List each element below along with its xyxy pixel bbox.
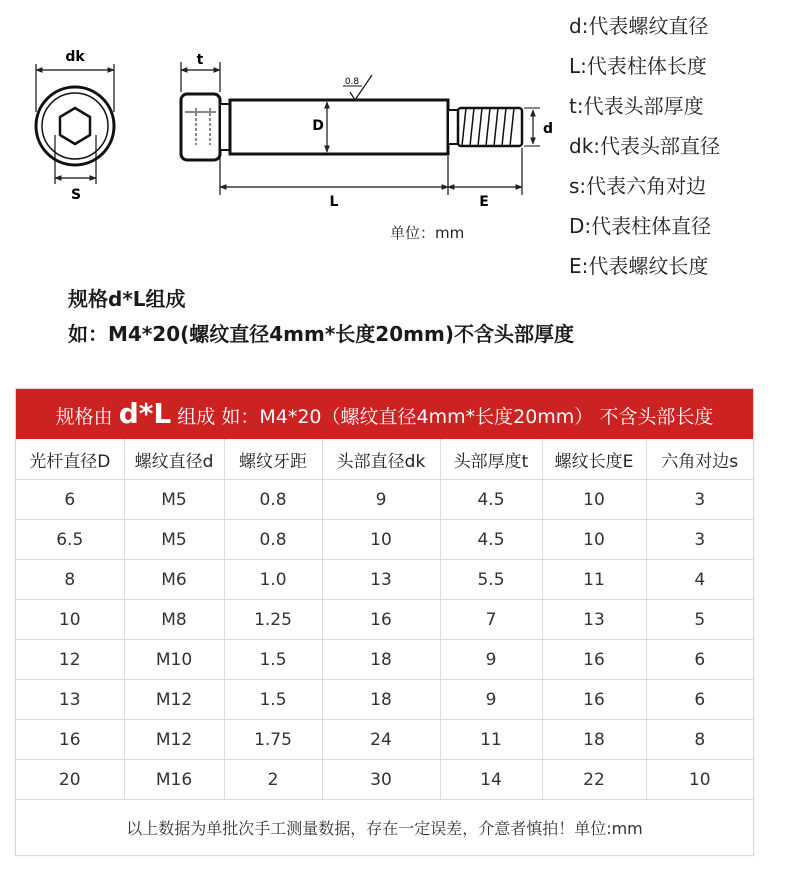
header-cell: 光杆直径D (16, 439, 124, 480)
table-cell: 11 (542, 560, 646, 600)
legend-item: t:代表头部厚度 (569, 94, 704, 118)
table-cell: 1.0 (224, 560, 322, 600)
table-cell: 1.25 (224, 600, 322, 640)
table-cell: 14 (440, 760, 542, 800)
table-row (16, 520, 753, 560)
table-row (16, 480, 753, 520)
table-footer-note: 以上数据为单批次手工测量数据，存在一定误差，介意者慎拍！单位:mm (126, 819, 643, 838)
s-label: S (70, 187, 82, 203)
table-cell: M12 (124, 720, 224, 760)
L-label: L (329, 194, 339, 210)
table-cell: 1.75 (224, 720, 322, 760)
banner-big: d*L (118, 397, 172, 430)
header-cell: 头部厚度t (440, 439, 542, 480)
table-cell: 30 (322, 760, 440, 800)
roughness-label: 0.8 (344, 77, 360, 87)
table-cell: 4.5 (440, 480, 542, 520)
table-cell: 10 (16, 600, 124, 640)
table-cell: 9 (440, 640, 542, 680)
table-cell: 6 (646, 640, 753, 680)
table-cell: 11 (440, 720, 542, 760)
table-cell: 16 (542, 640, 646, 680)
screw-drawing (0, 0, 560, 270)
table-cell: 13 (16, 680, 124, 720)
table-header-row (16, 439, 753, 480)
table-cell: 13 (542, 600, 646, 640)
unit-note: 单位：mm (390, 224, 465, 242)
table-cell: 3 (646, 480, 753, 520)
table-cell: 0.8 (224, 520, 322, 560)
d-label: d (542, 121, 554, 137)
header-cell: 螺纹直径d (124, 439, 224, 480)
header-cell: 六角对边s (646, 439, 753, 480)
table-cell: 4.5 (440, 520, 542, 560)
legend-item: D:代表柱体直径 (569, 214, 712, 238)
table-row (16, 760, 753, 800)
spec-title: 规格d*L组成 (68, 287, 186, 311)
banner-suffix: 组成 如：M4*20（螺纹直径4mm*长度20mm） 不含头部长度 (177, 406, 714, 428)
table-cell: 22 (542, 760, 646, 800)
table-body (16, 480, 753, 800)
table-banner (16, 389, 753, 439)
table-cell: 4 (646, 560, 753, 600)
table-cell: 2 (224, 760, 322, 800)
table-cell: 18 (322, 680, 440, 720)
table-cell: M16 (124, 760, 224, 800)
D-label: D (312, 118, 324, 134)
banner-prefix: 规格由 (55, 406, 113, 428)
legend-item: dk:代表头部直径 (569, 134, 721, 158)
header-cell: 螺纹牙距 (224, 439, 322, 480)
screw-side-view (181, 52, 553, 210)
table-cell: 7 (440, 600, 542, 640)
table-row (16, 720, 753, 760)
table-cell: M6 (124, 560, 224, 600)
table-cell: 20 (16, 760, 124, 800)
table-cell: 5 (646, 600, 753, 640)
table-cell: 16 (542, 680, 646, 720)
E-label: E (479, 194, 489, 210)
t-label: t (196, 52, 204, 68)
table-cell: M8 (124, 600, 224, 640)
header-cell: 螺纹长度E (542, 439, 646, 480)
table-cell: 16 (16, 720, 124, 760)
table-cell: 18 (542, 720, 646, 760)
table-cell: M12 (124, 680, 224, 720)
table-cell: M10 (124, 640, 224, 680)
table-row (16, 680, 753, 720)
table-cell: 5.5 (440, 560, 542, 600)
dimension-legend (569, 6, 720, 286)
table-cell: 16 (322, 600, 440, 640)
table-cell: M5 (124, 520, 224, 560)
table-row (16, 600, 753, 640)
dk-label: dk (65, 49, 85, 65)
head-end-view (36, 49, 114, 203)
table-cell: 10 (322, 520, 440, 560)
spec-example: 如：M4*20(螺纹直径4mm*长度20mm)不含头部厚度 (68, 322, 574, 346)
table-row (16, 640, 753, 680)
table-cell: 1.5 (224, 640, 322, 680)
table-cell: 10 (542, 480, 646, 520)
table-cell: 6 (646, 680, 753, 720)
legend-item: s:代表六角对边 (569, 174, 707, 198)
table-cell: 9 (440, 680, 542, 720)
table-cell: 6 (16, 480, 124, 520)
table-cell: 13 (322, 560, 440, 600)
table-cell: 24 (322, 720, 440, 760)
legend-item: L:代表柱体长度 (569, 54, 707, 78)
legend-item: d:代表螺纹直径 (569, 14, 709, 38)
table-cell: 12 (16, 640, 124, 680)
spec-table (16, 439, 753, 800)
header-cell: 头部直径dk (322, 439, 440, 480)
spec-table-card (15, 388, 754, 856)
table-cell: 1.5 (224, 680, 322, 720)
table-cell: 3 (646, 520, 753, 560)
table-cell: M5 (124, 480, 224, 520)
table-cell: 9 (322, 480, 440, 520)
table-cell: 10 (542, 520, 646, 560)
table-cell: 8 (646, 720, 753, 760)
table-cell: 6.5 (16, 520, 124, 560)
legend-item: E:代表螺纹长度 (569, 254, 709, 278)
table-cell: 8 (16, 560, 124, 600)
table-cell: 0.8 (224, 480, 322, 520)
table-cell: 18 (322, 640, 440, 680)
table-cell: 10 (646, 760, 753, 800)
table-row (16, 560, 753, 600)
